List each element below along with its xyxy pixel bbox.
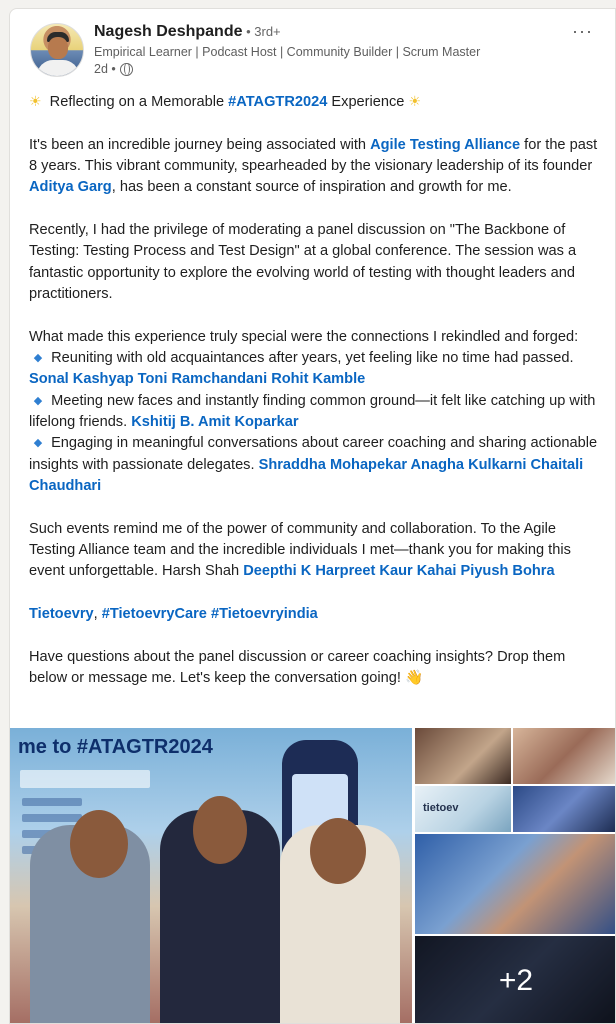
- mentions-group-1[interactable]: Sonal Kashyap Toni Ramchandani Rohit Kamble: [29, 371, 366, 388]
- post-paragraph-1: It's been an incredible journey being associated with Agile Testing Alliance for the past 8 years. This vibrant community, spearheaded by the visionary leadership of its founder Aditya Garg, has been a constant source of inspiration and growth for me.: [29, 136, 598, 196]
- mention-tietoevry[interactable]: Tietoevry: [29, 606, 94, 623]
- mentions-group-4[interactable]: Deepthi K Harpreet Kaur Kahai Piyush Bohra: [243, 563, 555, 580]
- thumbnail-logo-text: tietoev: [423, 802, 459, 814]
- hashtag-atagtr2024[interactable]: #ATAGTR2024: [228, 94, 328, 110]
- mentions-group-3[interactable]: Shraddha Mohapekar Anagha Kulkarni Chaitali Chaudhari: [29, 456, 584, 494]
- avatar[interactable]: [30, 23, 84, 77]
- diamond-icon: ◆: [33, 394, 43, 407]
- sun-icon: ☀: [29, 93, 42, 109]
- bullet-3: ◆ Engaging in meaningful conversations about career coaching and sharing actionable insights with passionate delegates. Shraddha Mohapekar Anagha Kulkarni Chaitali Chaudhari: [29, 435, 598, 494]
- mentions-group-2[interactable]: Kshitij B. Amit Koparkar: [131, 414, 299, 431]
- thumbnail-photo[interactable]: [513, 728, 616, 784]
- mention-agile-testing-alliance[interactable]: Agile Testing Alliance: [370, 136, 521, 153]
- diamond-icon: ◆: [33, 437, 43, 450]
- more-options-button[interactable]: ···: [572, 21, 593, 41]
- author-name[interactable]: Nagesh Deshpande: [94, 23, 243, 40]
- post-time: 2d •: [94, 62, 116, 76]
- post-tags: Tietoevry, #TietoevryCare #Tietoevryindia: [29, 606, 318, 623]
- thumbnail-photo[interactable]: [415, 834, 616, 934]
- post-paragraph-5: Have questions about the panel discussion or career coaching insights? Drop them below or message me. Let's keep the conversation going! 👋: [29, 648, 566, 687]
- banner-text: me to #ATAGTR2024: [18, 736, 213, 758]
- post-header: [10, 9, 615, 91]
- diamond-icon: ◆: [33, 352, 43, 365]
- hashtags-tietoevry[interactable]: #TietoevryCare #Tietoevryindia: [101, 606, 318, 623]
- waving-hand-icon: 👋: [404, 670, 424, 687]
- post-paragraph-2: Recently, I had the privilege of moderating a panel discussion on "The Backbone of Testing: Testing Process and Test Design" at a global conference. The session was a fantastic opportunity to explore the evolving world of testing with thought leaders and practitioners.: [29, 222, 577, 303]
- post-intro: ☀ Reflecting on a Memorable #ATAGTR2024 Experience ☀: [29, 93, 422, 110]
- post-meta: [94, 62, 133, 76]
- author-name-line[interactable]: [94, 23, 281, 41]
- thumbnail-photo-more[interactable]: [415, 936, 616, 1024]
- main-photo[interactable]: [10, 728, 412, 1024]
- post-card: [9, 8, 616, 1024]
- author-headline: Empirical Learner | Podcast Host | Community Builder | Scrum Master: [94, 45, 481, 59]
- mention-aditya-garg[interactable]: Aditya Garg: [29, 179, 112, 196]
- bullet-2: ◆ Meeting new faces and instantly finding common ground—it felt like catching up with lifelong friends. Kshitij B. Amit Koparkar: [29, 392, 596, 431]
- connection-degree: • 3rd+: [242, 24, 281, 39]
- post-text: [29, 91, 599, 690]
- sun-icon: ☀: [408, 93, 422, 109]
- bullet-1: ◆ Reuniting with old acquaintances after years, yet feeling like no time had passed. Sonal Kashyap Toni Ramchandani Rohit Kamble: [29, 350, 574, 388]
- globe-icon: [120, 63, 133, 76]
- image-gallery: [10, 728, 616, 1024]
- post-paragraph-4: Such events remind me of the power of community and collaboration. To the Agile Testing Alliance team and the incredible individuals I met—thank you for making this event unforgettable. Harsh Shah Deepthi K Harpreet Kaur Kahai Piyush Bohra: [29, 520, 571, 580]
- more-photos-count[interactable]: +2: [415, 936, 616, 1024]
- thumbnail-photo[interactable]: [513, 786, 616, 832]
- thumbnail-photo[interactable]: [415, 786, 511, 832]
- thumbnail-photo[interactable]: [415, 728, 511, 784]
- post-paragraph-3: What made this experience truly special were the connections I rekindled and forged:: [29, 328, 579, 345]
